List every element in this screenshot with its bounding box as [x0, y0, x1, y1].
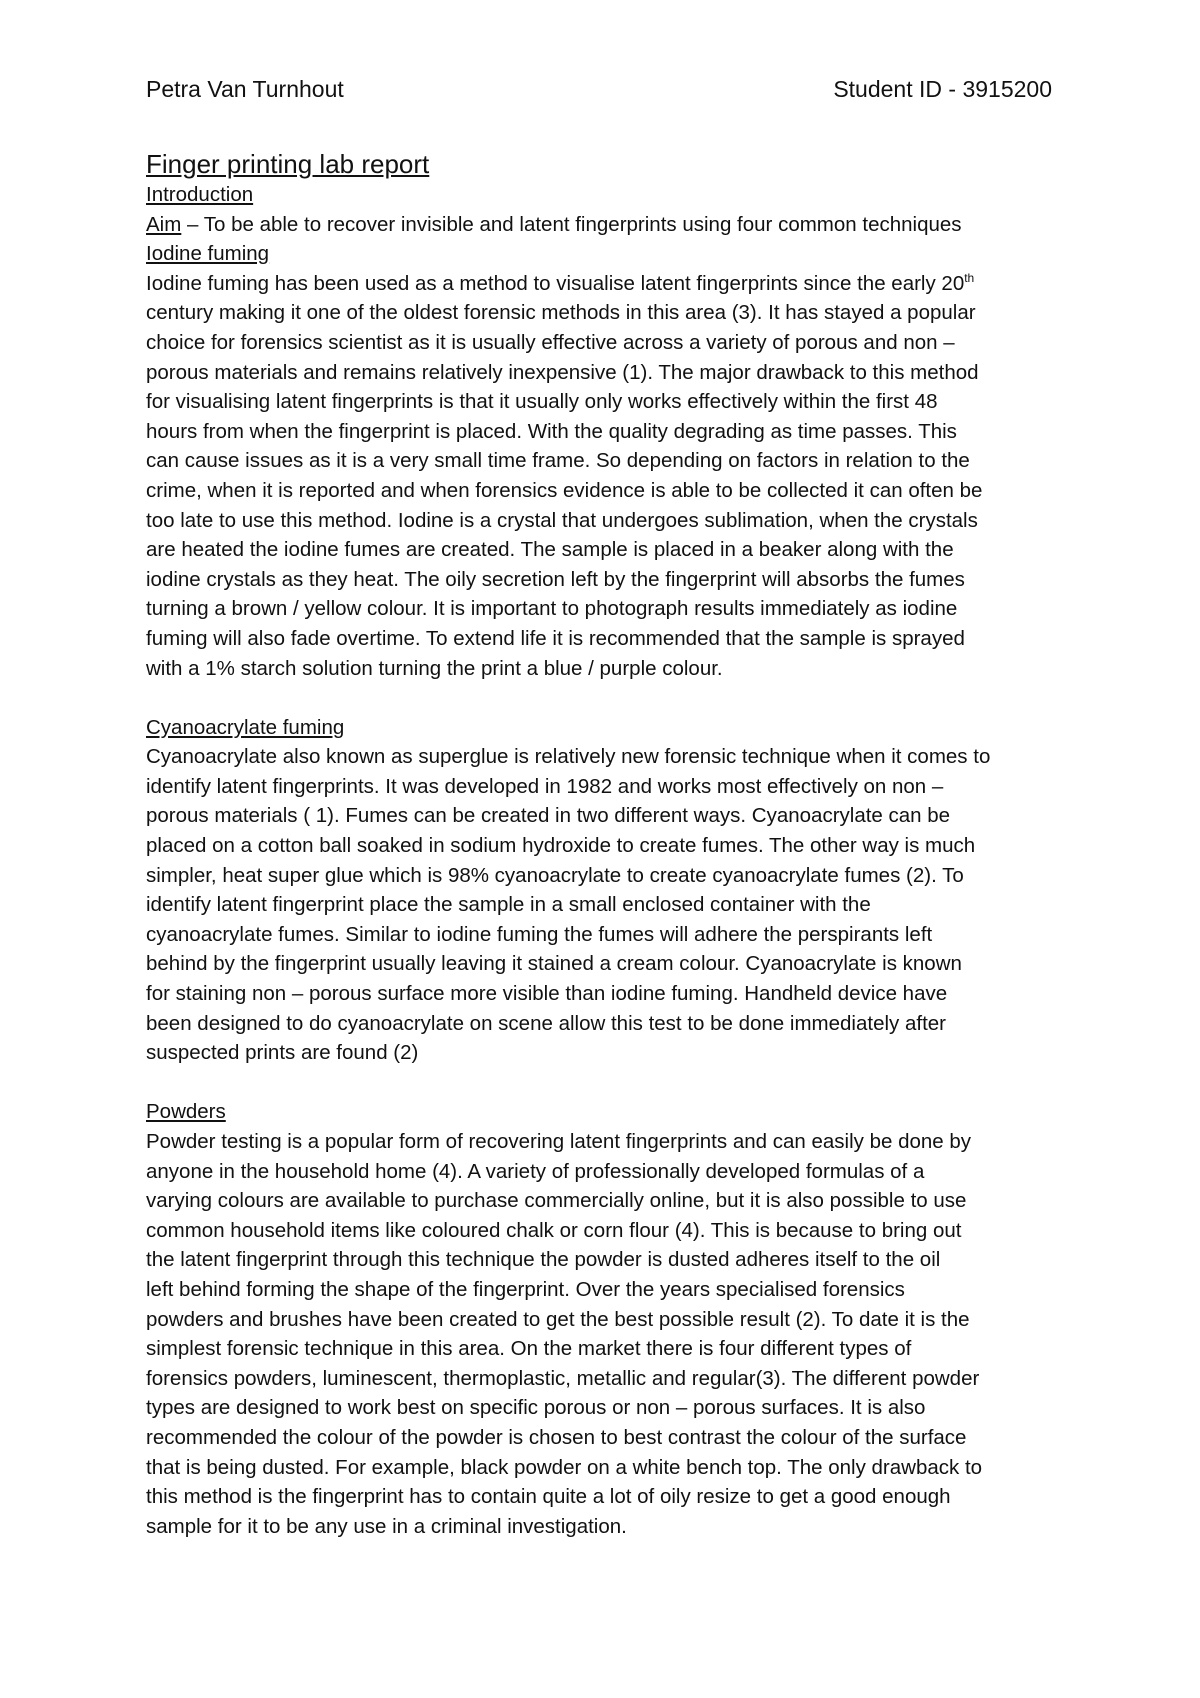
text-line: powders and brushes have been created to get the best possible result (2). To date it is the: [146, 1307, 970, 1331]
section-gap: [146, 683, 1066, 713]
aim-label: Aim: [146, 212, 182, 236]
text-line: that is being dusted. For example, black powder on a white bench top. The only drawback to: [146, 1455, 983, 1479]
text-line: hours from when the fingerprint is placed. With the quality degrading as time passes. This: [146, 419, 957, 443]
text-line: for visualising latent fingerprints is that it usually only works effectively within the first 48: [146, 390, 938, 414]
text-line: can cause issues as it is a very small time frame. So depending on factors in relation to the: [146, 449, 970, 473]
iodine-section: [146, 239, 1066, 683]
text-line: crime, when it is reported and when forensics evidence is able to be collected it can often be: [146, 478, 983, 502]
text-line: porous materials and remains relatively inexpensive (1). The major drawback to this method: [146, 360, 979, 384]
text-line: sample for it to be any use in a criminal investigation.: [146, 1514, 627, 1538]
iodine-first-line-text: Iodine fuming has been used as a method to visualise latent fingerprints since the early 20: [146, 271, 965, 295]
superscript-th: th: [964, 270, 975, 285]
text-line: anyone in the household home (4). A variety of professionally developed formulas of a: [146, 1159, 925, 1183]
text-line: too late to use this method. Iodine is a crystal that undergoes sublimation, when the crystals: [146, 508, 978, 532]
student-id: Student ID - 3915200: [833, 76, 1052, 102]
text-line: been designed to do cyanoacrylate on scene allow this test to be done immediately after: [146, 1011, 946, 1035]
page-header: [146, 74, 1052, 104]
text-line: Cyanoacrylate also known as superglue is relatively new forensic technique when it comes to: [146, 745, 991, 769]
cyanoacrylate-section: [146, 713, 1066, 1068]
text-line: suspected prints are found (2): [146, 1041, 419, 1065]
text-line: Powder testing is a popular form of recovering latent fingerprints and can easily be done by: [146, 1130, 972, 1153]
text-line: forensics powders, luminescent, thermoplastic, metallic and regular(3). The different powder: [146, 1366, 980, 1390]
text-line: behind by the fingerprint usually leaving it stained a cream colour. Cyanoacrylate is known: [146, 952, 962, 976]
text-line: left behind forming the shape of the fingerprint. Over the years specialised forensics: [146, 1277, 905, 1301]
text-line: simpler, heat super glue which is 98% cyanoacrylate to create cyanoacrylate fumes (2). To: [146, 863, 964, 887]
powders-paragraph: [146, 1127, 1066, 1541]
document-body: [146, 148, 1066, 1541]
text-line: century making it one of the oldest forensic methods in this area (3). It has stayed a popular: [146, 301, 976, 325]
introduction-heading: Introduction: [146, 183, 254, 206]
text-line: placed on a cotton ball soaked in sodium hydroxide to create fumes. The other way is much: [146, 834, 976, 858]
text-line: simplest forensic technique in this area. On the market there is four different types of: [146, 1337, 912, 1361]
introduction-section: [146, 180, 1066, 239]
text-line: this method is the fingerprint has to contain quite a lot of oily resize to get a good enough: [146, 1485, 951, 1509]
section-gap: [146, 1068, 1066, 1098]
text-line: are heated the iodine fumes are created. The sample is placed in a beaker along with the: [146, 538, 954, 562]
cyanoacrylate-paragraph: [146, 742, 1066, 1068]
powders-heading: Powders: [146, 1100, 226, 1124]
iodine-heading: Iodine fuming: [146, 242, 270, 266]
text-line: recommended the colour of the powder is chosen to best contrast the colour of the surface: [146, 1425, 967, 1449]
text-line: the latent fingerprint through this technique the powder is dusted adheres itself to the oil: [146, 1248, 941, 1272]
text-line: iodine crystals as they heat. The oily secretion left by the fingerprint will absorbs the fumes: [146, 567, 965, 591]
iodine-paragraph: [146, 298, 1066, 683]
author-name: Petra Van Turnhout: [146, 76, 344, 102]
powders-section: [146, 1097, 1066, 1541]
text-line: cyanoacrylate fumes. Similar to iodine fuming the fumes will adhere the perspirants left: [146, 922, 933, 946]
document-title: Finger printing lab report: [146, 149, 430, 179]
text-line: identify latent fingerprint place the sample in a small enclosed container with the: [146, 893, 871, 917]
cyanoacrylate-heading: Cyanoacrylate fuming: [146, 715, 345, 739]
text-line: types are designed to work best on specific porous or non – porous surfaces. It is also: [146, 1396, 926, 1420]
text-line: turning a brown / yellow colour. It is important to photograph results immediately as iodine: [146, 597, 958, 621]
text-line: common household items like coloured chalk or corn flour (4). This is because to bring out: [146, 1218, 962, 1242]
iodine-first-line: [146, 269, 1066, 299]
text-line: fuming will also fade overtime. To extend life it is recommended that the sample is sprayed: [146, 626, 965, 650]
text-line: with a 1% starch solution turning the print a blue / purple colour.: [146, 656, 723, 680]
text-line: varying colours are available to purchase commercially online, but it is also possible to use: [146, 1189, 967, 1213]
text-line: identify latent fingerprints. It was developed in 1982 and works most effectively on non –: [146, 774, 944, 798]
aim-line: [146, 210, 1066, 240]
aim-text: – To be able to recover invisible and latent fingerprints using four common techniques: [181, 212, 962, 236]
text-line: for staining non – porous surface more visible than iodine fuming. Handheld device have: [146, 982, 948, 1006]
text-line: porous materials ( 1). Fumes can be created in two different ways. Cyanoacrylate can be: [146, 804, 951, 828]
text-line: choice for forensics scientist as it is usually effective across a variety of porous and non –: [146, 330, 955, 354]
